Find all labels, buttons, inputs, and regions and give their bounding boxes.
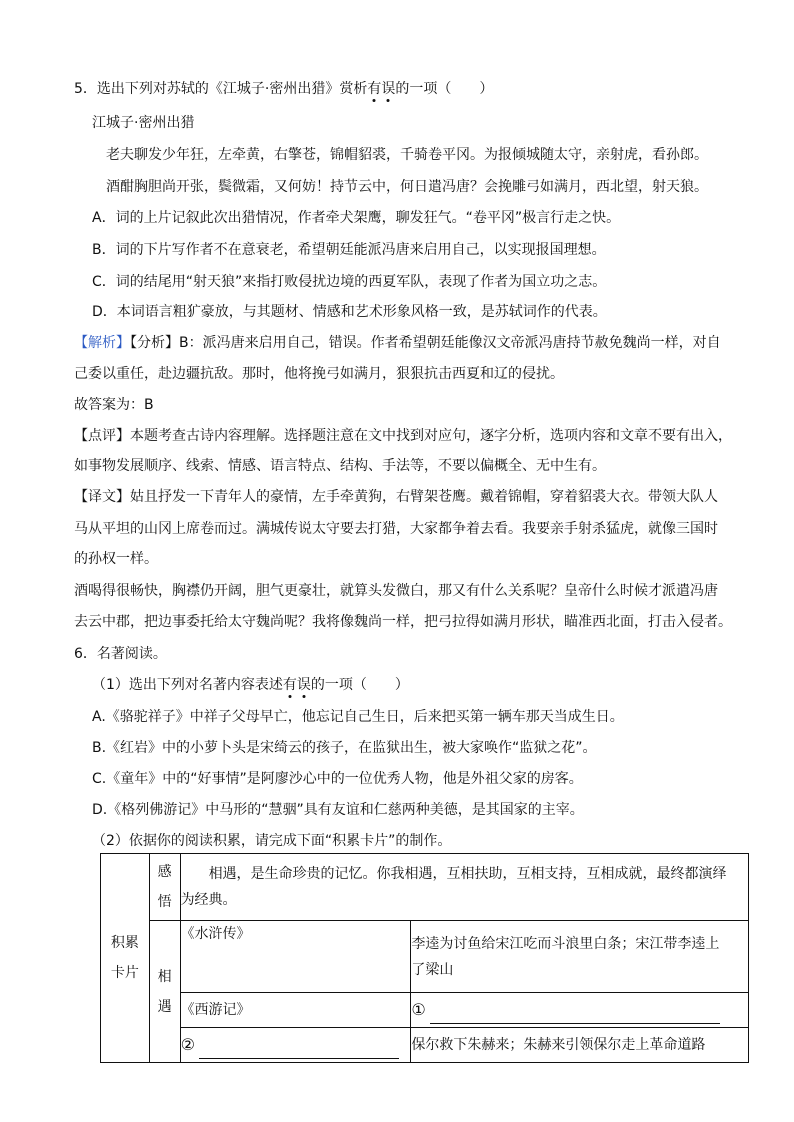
emphasis-char: 误 <box>381 81 396 97</box>
poem-title: 江城子·密州出猎 <box>92 115 195 131</box>
book-xiyou: 《西游记》 <box>180 993 411 1028</box>
q6-option-b: B.《红岩》中的小萝卜头是宋绮云的孩子，在监狱出生，被大家唤作“监狱之花”。 <box>92 740 597 756</box>
translation-line: 酒喝得很畅快，胸襟仍开阔，胆气更豪壮，就算头发微白，那又有什么关系呢？皇帝什么时候才派遣冯唐 <box>74 583 718 599</box>
poem-line: 酒酣胸胆尚开张，鬓微霜，又何妨！持节云中，何日遣冯唐？会挽雕弓如满月，西北望，射天狼。 <box>106 179 708 195</box>
poem-line: 老夫聊发少年狂，左牵黄，右擎苍，锦帽貂裘，千骑卷平冈。为报倾城随太守，亲射虎，看孙郎。 <box>106 147 708 163</box>
emphasis-char: 有 <box>367 81 382 97</box>
q6-option-c: C.《童年》中的“好事情”是阿廖沙心中的一位优秀人物，他是外祖父家的房客。 <box>92 771 583 787</box>
translation-line: 【译文】姑且抒发一下青年人的豪情，左手牵黄狗，右臂架苍鹰。戴着锦帽，穿着貂裘大衣。带领大队人 <box>74 489 718 505</box>
emphasis-char: 有 <box>282 677 297 693</box>
gangtie-encounter: 保尔救下朱赫来；朱赫来引领保尔走上革命道路 <box>411 1028 749 1063</box>
card-side-label: 积累 卡片 <box>101 854 150 1063</box>
book-shuihu: 《水浒传》 <box>180 921 411 993</box>
q5-option-a: A．词的上片记叙此次出猎情况，作者牵犬架鹰，聊发狂气。“卷平冈”极言行走之快。 <box>92 210 621 226</box>
blank-2[interactable]: ② <box>180 1028 411 1063</box>
translation-line: 马从平坦的山冈上席卷而过。满城传说太守要去打猎，大家都争着去看。我要亲手射杀猛虎，就像三国时 <box>74 521 718 537</box>
q6-option-a: A.《骆驼祥子》中祥子父母早亡，他忘记自己生日，后来把买第一辆车那天当成生日。 <box>92 709 624 725</box>
ganwu-label: 感 悟 <box>149 854 180 921</box>
analysis-line: 己委以重任，赴边疆抗敌。那时，他将挽弓如满月，狠狠抗击西夏和辽的侵扰。 <box>74 366 564 382</box>
blank-1[interactable]: ① <box>411 993 749 1028</box>
ganwu-text: 相遇，是生命珍贵的记忆。你我相遇，互相扶助，互相支持，互相成就，最终都演绎 为经典。 <box>180 854 748 921</box>
answer-blank-1[interactable] <box>430 1007 720 1024</box>
answer-blank-2[interactable] <box>199 1042 399 1059</box>
q5-option-c: C．词的结尾用“射天狼”来指打败侵扰边境的西夏军队，表现了作者为国立功之志。 <box>92 274 607 290</box>
analysis-line: 【解析】【分析】B：派冯唐来启用自己，错误。作者希望朝廷能像汉文帝派冯唐持节赦免魏尚一样，对自 <box>74 335 721 351</box>
q6-sub2-stem: （2）依据你的阅读积累，请完成下面“积累卡片”的制作。 <box>92 833 452 849</box>
q5-option-b: B．词的下片写作者不在意衰老，希望朝廷能派冯唐来启用自己，以实现报国理想。 <box>92 242 606 258</box>
q5-stem: 5．选出下列对苏轼的《江城子·密州出猎》赏析有误的一项（ ） <box>74 81 494 97</box>
shuihu-encounter: 李逵为讨鱼给宋江吃而斗浪里白条；宋江带李逵上 了梁山 <box>411 921 749 993</box>
analysis-tag: 【解析】 <box>74 335 130 351</box>
q6-sub1-stem: （1）选出下列对名著内容表述有误的一项（ ） <box>92 677 409 693</box>
xiangyu-label: 相 遇 <box>149 921 180 1063</box>
q5-option-d: D．本词语言粗犷豪放，与其题材、情感和艺术形象风格一致，是苏轼词作的代表。 <box>92 304 607 320</box>
answer-line: 故答案为：B <box>74 397 154 413</box>
q6-option-d: D.《格列佛游记》中马形的“慧骃”具有友谊和仁慈两种美德，是其国家的主宰。 <box>92 802 584 818</box>
emphasis-char: 误 <box>296 677 311 693</box>
comment-line: 【点评】本题考查古诗内容理解。选择题注意在文中找到对应句，逐字分析，选项内容和文章不要有出入， <box>74 428 732 444</box>
q6-title: 6．名著阅读。 <box>74 646 167 662</box>
translation-line: 去云中郡，把边事委托给太守魏尚呢？我将像魏尚一样，把弓拉得如满月形状，瞄准西北面，打击入侵者。 <box>74 614 732 630</box>
accumulation-card-table <box>100 853 749 1063</box>
comment-line: 如事物发展顺序、线索、情感、语言特点、结构、手法等，不要以偏概全、无中生有。 <box>74 458 606 474</box>
translation-line: 的孙权一样。 <box>74 551 158 567</box>
